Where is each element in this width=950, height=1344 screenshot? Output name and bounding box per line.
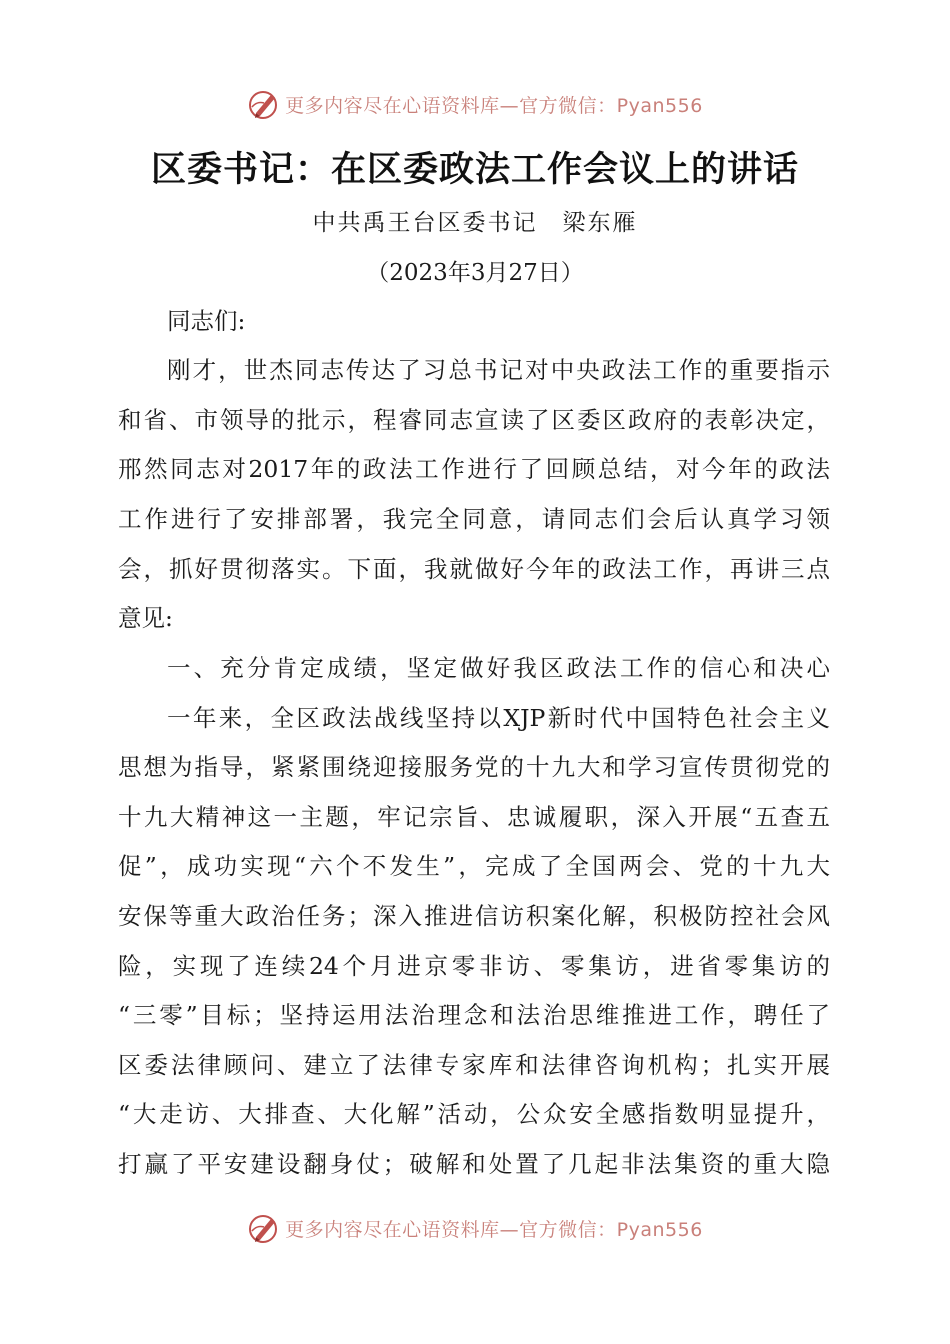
body-line: 思想为指导，紧紧围绕迎接服务党的十九大和学习宣传贯彻党的 <box>118 753 830 781</box>
pen-logo-icon <box>247 87 281 121</box>
watermark-text: 更多内容尽在心语资料库—官方微信：Pyan556 <box>285 94 703 117</box>
body-line: 会，抓好贯彻落实。下面，我就做好今年的政法工作，再讲三点 <box>118 555 830 583</box>
watermark-header <box>0 84 950 124</box>
body-line: 刚才，世杰同志传达了习总书记对中央政法工作的重要指示 <box>167 356 830 384</box>
document-title: 区委书记：在区委政法工作会议上的讲话 <box>150 149 799 190</box>
body-line: 十九大精神这一主题，牢记宗旨、忠诚履职，深入开展“五查五 <box>118 803 830 831</box>
body-line: 意见: <box>118 604 173 632</box>
section-heading: 一、充分肯定成绩，坚定做好我区政法工作的信心和决心 <box>167 654 830 682</box>
salutation: 同志们: <box>167 307 246 335</box>
document-author: 中共禹王台区委书记 梁东雁 <box>312 210 638 236</box>
body-line: “大走访、大排查、大化解”活动，公众安全感指数明显提升， <box>118 1100 830 1128</box>
document-date: （2023年3月27日） <box>366 260 584 286</box>
watermark-footer <box>0 1208 950 1248</box>
body-line: “三零”目标；坚持运用法治理念和法治思维推进工作，聘任了 <box>118 1001 830 1029</box>
body-line: 险，实现了连续24个月进京零非访、零集访，进省零集访的 <box>118 952 830 980</box>
body-line: 和省、市领导的批示，程睿同志宣读了区委区政府的表彰决定， <box>118 406 830 434</box>
body-line: 一年来，全区政法战线坚持以XJP新时代中国特色社会主义 <box>167 704 830 732</box>
watermark-text: 更多内容尽在心语资料库—官方微信：Pyan556 <box>285 1218 703 1241</box>
pen-logo-icon <box>247 1211 281 1245</box>
body-line: 工作进行了安排部署，我完全同意，请同志们会后认真学习领 <box>118 505 830 533</box>
body-line: 邢然同志对2017年的政法工作进行了回顾总结，对今年的政法 <box>118 455 830 483</box>
body-line: 打赢了平安建设翻身仗；破解和处置了几起非法集资的重大隐 <box>118 1150 830 1178</box>
body-line: 促”，成功实现“六个不发生”，完成了全国两会、党的十九大 <box>118 852 830 880</box>
body-line: 区委法律顾问、建立了法律专家库和法律咨询机构；扎实开展 <box>118 1051 830 1079</box>
body-line: 安保等重大政治任务；深入推进信访积案化解，积极防控社会风 <box>118 902 830 930</box>
